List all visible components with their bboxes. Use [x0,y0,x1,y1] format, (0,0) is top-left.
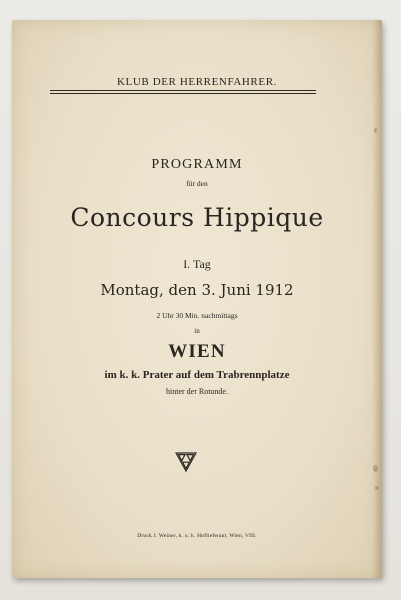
in-label: in [194,327,200,335]
day-label: I. Tag [183,257,211,271]
header-rule [50,90,316,91]
printer-imprint: Druck J. Weiner, k. u. k. Hoflieferant, Wien, VIII. [137,533,257,539]
program-title: PROGRAMM [151,157,243,172]
for-the: für den [186,179,208,188]
stain [373,465,378,472]
event-time: 2 Uhr 30 Min. nachmittags [156,311,238,320]
header-rule [50,93,316,94]
stain [374,128,377,133]
venue-detail: hinter der Rotunde. [166,387,228,396]
venue: im k. k. Prater auf dem Trabrennplatze [104,369,290,381]
triangle-mark-icon [175,451,197,473]
event-date: Montag, den 3. Juni 1912 [100,281,294,299]
event-title: Concours Hippique [70,203,324,232]
stain [375,486,379,490]
club-name: KLUB DER HERRENFAHRER. [117,76,277,88]
program-sheet [12,20,382,578]
city-name: WIEN [168,341,226,362]
